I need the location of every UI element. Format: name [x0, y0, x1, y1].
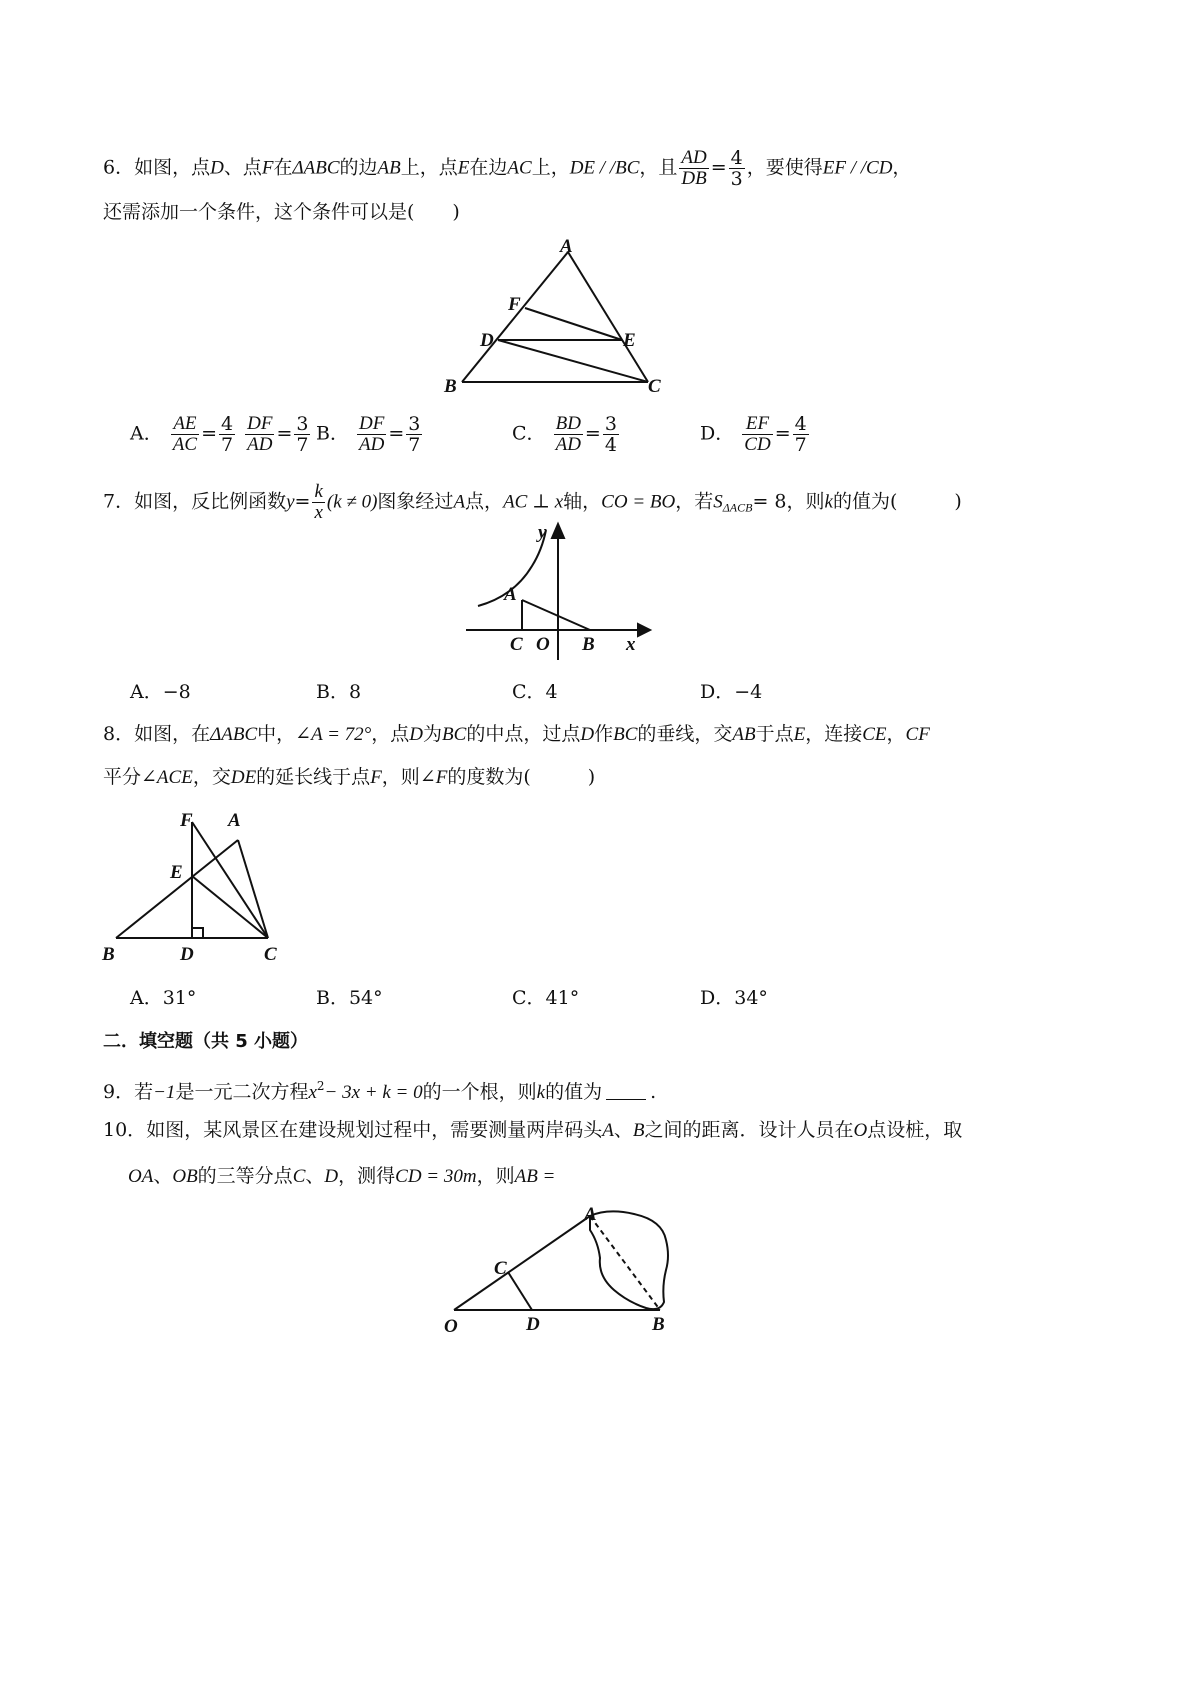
q9-var: x	[308, 1082, 317, 1103]
q6-var: ΔABC	[292, 157, 340, 179]
q10-text: 如图，某风景区在建设规划过程中，需要测量两岸码头	[146, 1119, 603, 1141]
q7-var: y	[286, 491, 295, 513]
q7-option-d[interactable]: D．−4	[700, 681, 763, 703]
q7-text: ，则	[786, 490, 825, 513]
q8-text: 如图，在	[134, 723, 211, 745]
frac-num: DF	[247, 413, 273, 434]
q8-var: F	[370, 767, 382, 788]
q10-text: 、	[305, 1165, 325, 1187]
frac-num: 4	[794, 413, 807, 435]
q8-text: 为	[423, 723, 443, 745]
q7-figure	[460, 520, 660, 660]
q10-label-o: O	[444, 1316, 458, 1337]
q7-option-b[interactable]: B．8	[316, 681, 362, 703]
q7-var: S	[713, 491, 723, 513]
q8-option-a[interactable]: A．31°	[130, 987, 197, 1009]
frac-den: 7	[220, 434, 234, 456]
q6-text: 如图，点	[134, 156, 211, 179]
q6-val-den: 3	[730, 168, 743, 190]
q6-text: ，且	[639, 156, 678, 179]
frac-den: AD	[359, 434, 385, 455]
q6-var: D	[210, 157, 224, 179]
q8-var: ΔABC	[210, 724, 258, 745]
q10-label-c: C	[494, 1258, 507, 1279]
frac-den: CD	[744, 434, 771, 455]
q8-var: D	[580, 724, 595, 745]
q9-text: .	[650, 1081, 657, 1103]
q8-text: ，点	[371, 723, 410, 745]
q7-text: 如图，反比例函数	[134, 490, 287, 513]
frac	[171, 414, 199, 455]
q6-eq: =	[710, 156, 727, 179]
q6-label-d: D	[480, 330, 494, 351]
frac-den: 7	[794, 434, 807, 456]
q8-var: ∠ACE	[141, 767, 193, 788]
q8-label-f: F	[180, 810, 193, 831]
q6-option-a[interactable]: A． $\frac{AE}{AC}$ = $\frac{4}{7}$ $\frac{DF}{AD}$ = $\frac{3}{7}$	[130, 413, 309, 456]
q8-text: 于点	[755, 723, 794, 745]
q7-label-a: A	[504, 584, 517, 605]
q10-text: 、	[613, 1119, 633, 1141]
q10-text: 点设桩，取	[867, 1119, 963, 1141]
q10-label-d: D	[526, 1314, 540, 1335]
q6-text: 在	[273, 156, 293, 179]
q9-var: k	[536, 1082, 546, 1103]
q7-eq: =	[294, 490, 311, 513]
q6-option-b[interactable]: B． $\frac{DF}{AD}$ = $\frac{3}{7}$	[316, 413, 421, 456]
q7-label-c: C	[510, 634, 523, 655]
q8-text: 平分	[103, 766, 142, 788]
q6-option-c[interactable]: C． $\frac{BD}{AD}$ = $\frac{3}{4}$	[512, 413, 617, 456]
frac-den: AD	[247, 434, 273, 455]
q7-segment-ab	[522, 600, 590, 630]
q9-text: 是一元二次方程	[175, 1081, 309, 1103]
q9-text: 的一个根，则	[422, 1081, 537, 1103]
q9-answer-blank[interactable]	[606, 1083, 646, 1100]
q8-label-e: E	[170, 862, 183, 883]
q9-var: −1	[153, 1082, 176, 1103]
frac-num: AE	[171, 414, 199, 435]
q6-label-b: B	[444, 376, 457, 397]
q7-text: ，若	[675, 490, 714, 513]
q8-var: CF	[905, 724, 930, 745]
q8-number: 8．	[103, 723, 135, 745]
frac-den: x	[314, 502, 323, 523]
q8-text: 的垂线，交	[637, 723, 733, 745]
q6-label-f: F	[508, 294, 521, 315]
q6-text: ，要使得	[746, 156, 823, 179]
q7-var: CO = BO	[601, 491, 676, 513]
q6-segment-fe	[525, 308, 622, 340]
q10-number: 10．	[103, 1119, 147, 1141]
q6-figure	[440, 236, 680, 406]
q8-var: BC	[442, 724, 467, 745]
q8-text: ，则	[381, 766, 420, 788]
frac-num: DF	[359, 413, 385, 434]
frac-den: AC	[172, 434, 198, 455]
frac	[793, 414, 809, 455]
q7-fraction	[312, 482, 324, 523]
q8-segment-fc	[192, 822, 268, 938]
q9-text: 的值为	[545, 1081, 603, 1103]
q6-line1	[103, 148, 911, 189]
q10-text: 的三等分点	[197, 1165, 293, 1187]
q10-text: ，则	[476, 1165, 515, 1187]
frac	[603, 414, 619, 455]
frac-num: 3	[408, 413, 421, 435]
q6-text: 、点	[223, 156, 262, 179]
q8-side-ac	[238, 840, 268, 938]
q7-number: 7．	[103, 490, 135, 513]
q6-var: EF / /CD	[822, 157, 893, 179]
option-letter: B．	[316, 422, 349, 445]
q8-text: ，交	[192, 766, 231, 788]
frac-den: 4	[604, 434, 617, 456]
q8-text: 中，	[257, 723, 296, 745]
q10-var: C	[292, 1166, 306, 1187]
q10-river-outline	[590, 1211, 668, 1309]
q8-var: DE	[230, 767, 257, 788]
frac-num: 3	[296, 413, 309, 435]
q9-var: − 3x + k = 0	[324, 1082, 423, 1103]
q8-label-b: B	[102, 944, 115, 965]
q8-text: 作	[594, 723, 614, 745]
frac	[219, 414, 235, 455]
q6-var: F	[261, 157, 274, 179]
q10-text: ，测得	[338, 1165, 396, 1187]
q7-text: 的值为( )	[832, 490, 962, 513]
q8-option-d[interactable]: D．34°	[700, 987, 768, 1009]
q6-frac-den: DB	[681, 168, 707, 189]
q8-var: AB	[732, 724, 756, 745]
q8-text: 的中点，过点	[466, 723, 581, 745]
q6-val-num: 4	[730, 147, 743, 169]
q8-var: ∠F	[419, 767, 448, 788]
q8-text: ，	[886, 723, 906, 745]
frac	[554, 414, 583, 455]
q7-var: k	[824, 491, 833, 513]
q7-label-o: O	[536, 634, 550, 655]
q7-line1	[103, 482, 962, 523]
frac-num: k	[314, 481, 323, 502]
q9-line	[103, 1074, 656, 1105]
q8-text: ，连接	[805, 723, 863, 745]
frac-den: AD	[555, 434, 581, 455]
q6-text: 上，	[531, 156, 570, 179]
q9-sup: 2	[316, 1079, 325, 1093]
q10-var: CD = 30m	[395, 1166, 477, 1187]
q6-text: ，	[892, 156, 912, 179]
q8-var: BC	[613, 724, 638, 745]
q6-var: E	[457, 157, 470, 179]
q6-var: AB	[377, 157, 401, 179]
option-letter: A．	[130, 422, 163, 445]
option-letter: D．	[700, 422, 735, 445]
frac	[406, 414, 422, 455]
q8-line2	[103, 765, 595, 790]
q8-label-c: C	[264, 944, 277, 965]
q10-figure	[438, 1200, 698, 1350]
frac-den: 7	[408, 434, 421, 456]
q8-text: 的度数为( )	[447, 766, 596, 788]
q10-label-a: A	[584, 1204, 597, 1225]
q7-var: (k ≠ 0)	[326, 491, 378, 513]
q8-label-d: D	[180, 944, 194, 965]
q7-text: = 8	[752, 490, 787, 513]
q7-var: A	[453, 491, 466, 513]
q8-text: 的延长线于点	[256, 766, 371, 788]
q10-var: OA	[128, 1166, 154, 1187]
frac-num: EF	[742, 414, 772, 435]
frac	[357, 414, 386, 455]
q6-var: AC	[507, 157, 532, 179]
q7-option-a[interactable]: A．−8	[130, 681, 191, 703]
frac-num: BD	[555, 413, 581, 434]
q10-var: A	[602, 1120, 614, 1141]
q6-fraction	[679, 148, 708, 189]
q8-side-ba	[116, 840, 238, 938]
q6-text: 在边	[469, 156, 508, 179]
frac	[294, 414, 310, 455]
q7-label-x: x	[626, 634, 636, 655]
q6-text: 上，点	[400, 156, 458, 179]
q6-label-e: E	[623, 330, 636, 351]
q6-var: DE / /BC	[569, 157, 640, 179]
q8-figure	[100, 808, 300, 968]
q8-option-c[interactable]: C．41°	[512, 987, 580, 1009]
q6-text: 的边	[339, 156, 378, 179]
q7-text: 轴，	[563, 490, 602, 513]
q10-var: B	[632, 1120, 645, 1141]
q6-value-fraction	[729, 148, 745, 189]
q6-label-a: A	[560, 236, 573, 257]
frac	[245, 414, 274, 455]
q8-var: E	[793, 724, 806, 745]
q6-option-d[interactable]: D． $\frac{EF}{CD}$ = $\frac{4}{7}$	[700, 413, 807, 456]
q8-option-b[interactable]: B．54°	[316, 987, 383, 1009]
q8-label-a: A	[228, 810, 241, 831]
q7-sub: ΔACB	[722, 500, 753, 515]
q10-line1	[103, 1118, 962, 1143]
q7-text: 图象经过	[377, 490, 454, 513]
q6-label-c: C	[648, 376, 661, 397]
q10-text: 、	[153, 1165, 173, 1187]
q10-var: D	[324, 1166, 339, 1187]
q9-text: 若	[134, 1081, 154, 1103]
q6-number: 6．	[103, 156, 135, 179]
frac	[742, 414, 772, 455]
q10-label-b: B	[652, 1314, 665, 1335]
q8-var: ∠A = 72°	[295, 724, 372, 745]
q8-var: D	[409, 724, 424, 745]
q7-label-y: y	[538, 522, 547, 543]
q7-x-arrow	[638, 624, 650, 636]
q10-line2	[128, 1164, 555, 1189]
q10-text: 之间的距离．设计人员在	[644, 1119, 854, 1141]
q8-var: CE	[862, 724, 887, 745]
section-heading: 二．填空题（共 5 小题）	[103, 1031, 309, 1052]
q9-number: 9．	[103, 1081, 135, 1103]
q7-var: AC ⊥ x	[503, 491, 564, 513]
frac-num: 4	[220, 413, 234, 435]
q6-frac-num: AD	[681, 147, 707, 168]
q10-var: O	[853, 1120, 868, 1141]
option-letter: C．	[512, 422, 546, 445]
q7-label-b: B	[582, 634, 595, 655]
q7-text: 点，	[465, 490, 504, 513]
q10-var: OB	[172, 1166, 198, 1187]
frac-den: 7	[296, 434, 309, 456]
q7-y-arrow	[552, 524, 564, 538]
q10-var: AB =	[514, 1166, 556, 1187]
q6-line2: 还需添加一个条件，这个条件可以是( )	[103, 201, 460, 223]
q8-right-angle	[192, 928, 203, 938]
frac-num: 3	[604, 413, 617, 435]
q7-option-c[interactable]: C．4	[512, 681, 558, 703]
q8-line1	[103, 722, 930, 747]
q10-segment-cd	[508, 1272, 532, 1310]
